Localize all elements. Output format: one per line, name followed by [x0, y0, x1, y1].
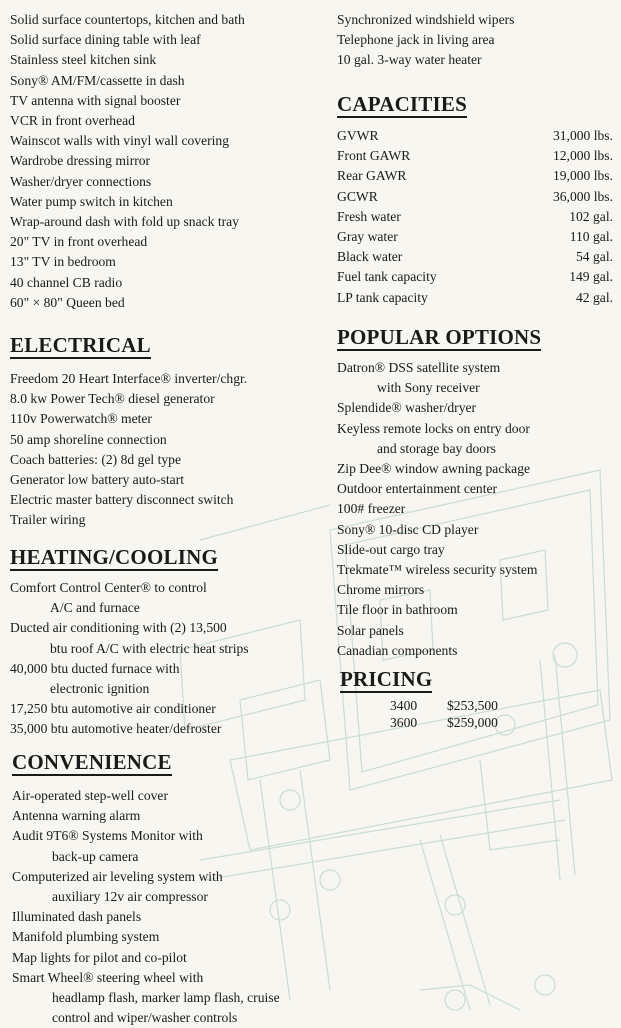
- pricing-table: [390, 697, 498, 731]
- list-item-continuation: back-up camera: [52, 848, 139, 864]
- list-item-text: Computerized air leveling system with: [12, 868, 223, 884]
- pricing-model: 3600: [390, 715, 418, 730]
- table-row: [337, 126, 613, 146]
- capacity-label: Fresh water: [337, 208, 401, 224]
- list-item-continuation: and storage bay doors: [377, 440, 496, 456]
- capacity-label: Fuel tank capacity: [337, 269, 437, 285]
- capacity-label: Rear GAWR: [337, 168, 407, 184]
- capacity-label: Black water: [337, 249, 403, 265]
- list-item-text: Antenna warning alarm: [12, 808, 141, 824]
- capacities-heading: CAPACITIES: [337, 92, 467, 116]
- capacity-label: GVWR: [337, 128, 379, 143]
- list-item-text: 100# freezer: [337, 501, 406, 517]
- list-item: [12, 927, 280, 947]
- list-item-text: Manifold plumbing system: [12, 929, 160, 945]
- heating-cooling-section: [10, 545, 249, 740]
- list-item-text: Solar panels: [337, 622, 404, 638]
- table-row: [337, 247, 613, 267]
- capacities-table: [337, 126, 613, 308]
- convenience-heading: CONVENIENCE: [12, 750, 172, 774]
- electrical-list: [10, 369, 247, 531]
- capacity-value: 31,000 lbs.: [552, 128, 613, 143]
- list-item: VCR in front overhead: [10, 113, 135, 129]
- electrical-heading: ELECTRICAL: [10, 333, 151, 357]
- capacity-value: 19,000 lbs.: [552, 168, 613, 184]
- list-item: [10, 618, 249, 658]
- list-item: [337, 520, 541, 540]
- list-item: Telephone jack in living area: [337, 32, 495, 48]
- list-item-continuation: electronic ignition: [50, 681, 150, 697]
- list-item: [12, 806, 280, 826]
- table-row: [337, 227, 613, 247]
- list-item-continuation: auxiliary 12v air compressor: [52, 889, 208, 905]
- list-item: [337, 600, 541, 620]
- list-item: 40 channel CB radio: [10, 274, 123, 290]
- popular-options-heading: POPULAR OPTIONS: [337, 325, 542, 349]
- list-item: Electric master battery disconnect switch: [10, 492, 234, 508]
- list-item: Water pump switch in kitchen: [10, 193, 173, 209]
- list-item: Stainless steel kitchen sink: [10, 52, 157, 68]
- list-item: Trailer wiring: [10, 512, 86, 528]
- list-item-text: Tile floor in bathroom: [337, 602, 458, 618]
- list-item-continuation: control and wiper/washer controls: [52, 1010, 238, 1026]
- list-item-text: Slide-out cargo tray: [337, 541, 445, 557]
- list-item: [337, 499, 541, 519]
- list-item: Wardrobe dressing mirror: [10, 153, 151, 169]
- capacity-label: LP tank capacity: [337, 289, 428, 305]
- interior-features-list: [10, 10, 245, 313]
- list-item-continuation: headlamp flash, marker lamp flash, cruise: [52, 990, 280, 1006]
- capacity-label: Gray water: [337, 229, 398, 245]
- list-item: [337, 358, 541, 398]
- capacity-value: 42 gal.: [576, 289, 613, 305]
- list-item: [337, 459, 541, 479]
- capacity-value: 102 gal.: [569, 208, 613, 224]
- list-item-text: Map lights for pilot and co-pilot: [12, 949, 187, 965]
- capacity-value: 36,000 lbs.: [552, 188, 613, 204]
- list-item: [10, 578, 249, 618]
- list-item: Wainscot walls with vinyl wall covering: [10, 133, 230, 149]
- list-item-continuation: A/C and furnace: [50, 600, 140, 616]
- additional-features-list: [337, 10, 514, 71]
- list-item: [337, 540, 541, 560]
- capacity-value: 12,000 lbs.: [552, 148, 613, 164]
- list-item: 60" × 80" Queen bed: [10, 294, 125, 310]
- table-row: [337, 267, 613, 287]
- list-item: Wrap-around dash with fold up snack tray: [10, 214, 239, 230]
- list-item: Generator low battery auto-start: [10, 472, 185, 488]
- capacities-section: [337, 92, 613, 308]
- table-row: [337, 166, 613, 186]
- list-item: [337, 398, 541, 418]
- list-item-text: Chrome mirrors: [337, 582, 425, 598]
- list-item: 20" TV in front overhead: [10, 234, 148, 250]
- list-item: [337, 419, 541, 459]
- list-item-text: Trekmate™ wireless security system: [337, 562, 538, 578]
- capacity-value: 149 gal.: [569, 269, 613, 285]
- list-item-text: Zip Dee® window awning package: [337, 461, 531, 477]
- list-item: [10, 719, 249, 739]
- list-item-text: Comfort Control Center® to control: [10, 580, 207, 595]
- list-item-text: Ducted air conditioning with (2) 13,500: [10, 620, 227, 636]
- list-item: Synchronized windshield wipers: [337, 12, 515, 27]
- list-item: [12, 786, 280, 806]
- table-row: [337, 207, 613, 227]
- list-item-text: Illuminated dash panels: [12, 909, 142, 925]
- list-item: [337, 479, 541, 499]
- list-item: [337, 641, 541, 661]
- list-item: [12, 826, 280, 866]
- heating-cooling-list: [10, 578, 249, 740]
- popular-options-list: [337, 358, 541, 661]
- list-item: Freedom 20 Heart Interface® inverter/chgr.: [10, 371, 248, 386]
- list-item: 110v Powerwatch® meter: [10, 411, 152, 427]
- list-item: [12, 907, 280, 927]
- table-row: [390, 714, 498, 731]
- convenience-list: [12, 786, 280, 1028]
- pricing-price: $253,500: [447, 698, 498, 713]
- list-item: [10, 699, 249, 719]
- electrical-section: [10, 333, 247, 531]
- list-item: Solid surface dining table with leaf: [10, 32, 201, 48]
- pricing-model: 3400: [390, 698, 418, 713]
- list-item-text: Splendide® washer/dryer: [337, 400, 477, 416]
- pricing-section: [340, 667, 498, 731]
- list-item-text: Keyless remote locks on entry door: [337, 420, 530, 436]
- list-item: 50 amp shoreline connection: [10, 431, 167, 447]
- capacity-value: 110 gal.: [569, 229, 613, 245]
- list-item: Coach batteries: (2) 8d gel type: [10, 451, 181, 467]
- capacity-label: GCWR: [337, 188, 378, 204]
- list-item: [12, 968, 280, 1028]
- list-item-continuation: btu roof A/C with electric heat strips: [50, 640, 249, 656]
- list-item-text: Canadian components: [337, 642, 458, 658]
- list-item-text: Sony® 10-disc CD player: [337, 521, 479, 537]
- heating-cooling-heading: HEATING/COOLING: [10, 545, 218, 569]
- list-item: 13" TV in bedroom: [10, 254, 116, 270]
- list-item: [337, 580, 541, 600]
- list-item-text: Smart Wheel® steering wheel with: [12, 969, 204, 985]
- list-item-text: Air-operated step-well cover: [12, 788, 168, 803]
- list-item: [12, 948, 280, 968]
- list-item-text: 35,000 btu automotive heater/defroster: [10, 721, 222, 737]
- capacity-label: Front GAWR: [337, 148, 411, 164]
- capacity-value: 54 gal.: [576, 249, 613, 265]
- table-row: [337, 187, 613, 207]
- list-item: [10, 659, 249, 699]
- table-row: [337, 288, 613, 308]
- pricing-heading: PRICING: [340, 667, 433, 691]
- list-item: Washer/dryer connections: [10, 173, 152, 189]
- convenience-section: [12, 750, 280, 1028]
- list-item: 10 gal. 3-way water heater: [337, 52, 482, 68]
- list-item: TV antenna with signal booster: [10, 92, 181, 108]
- list-item-text: Outdoor entertainment center: [337, 481, 498, 497]
- list-item-text: 17,250 btu automotive air conditioner: [10, 701, 216, 717]
- table-row: [390, 697, 498, 714]
- list-item: Sony® AM/FM/cassette in dash: [10, 72, 185, 88]
- list-item-text: 40,000 btu ducted furnace with: [10, 660, 180, 676]
- list-item: Solid surface countertops, kitchen and bath: [10, 12, 245, 27]
- list-item-text: Datron® DSS satellite system: [337, 360, 501, 375]
- table-row: [337, 146, 613, 166]
- list-item: [337, 621, 541, 641]
- list-item: [337, 560, 541, 580]
- list-item-continuation: with Sony receiver: [377, 380, 480, 396]
- pricing-price: $259,000: [447, 715, 498, 730]
- popular-options-section: [337, 325, 541, 661]
- list-item: [12, 867, 280, 907]
- list-item-text: Audit 9T6® Systems Monitor with: [12, 828, 203, 844]
- list-item: 8.0 kw Power Tech® diesel generator: [10, 391, 215, 407]
